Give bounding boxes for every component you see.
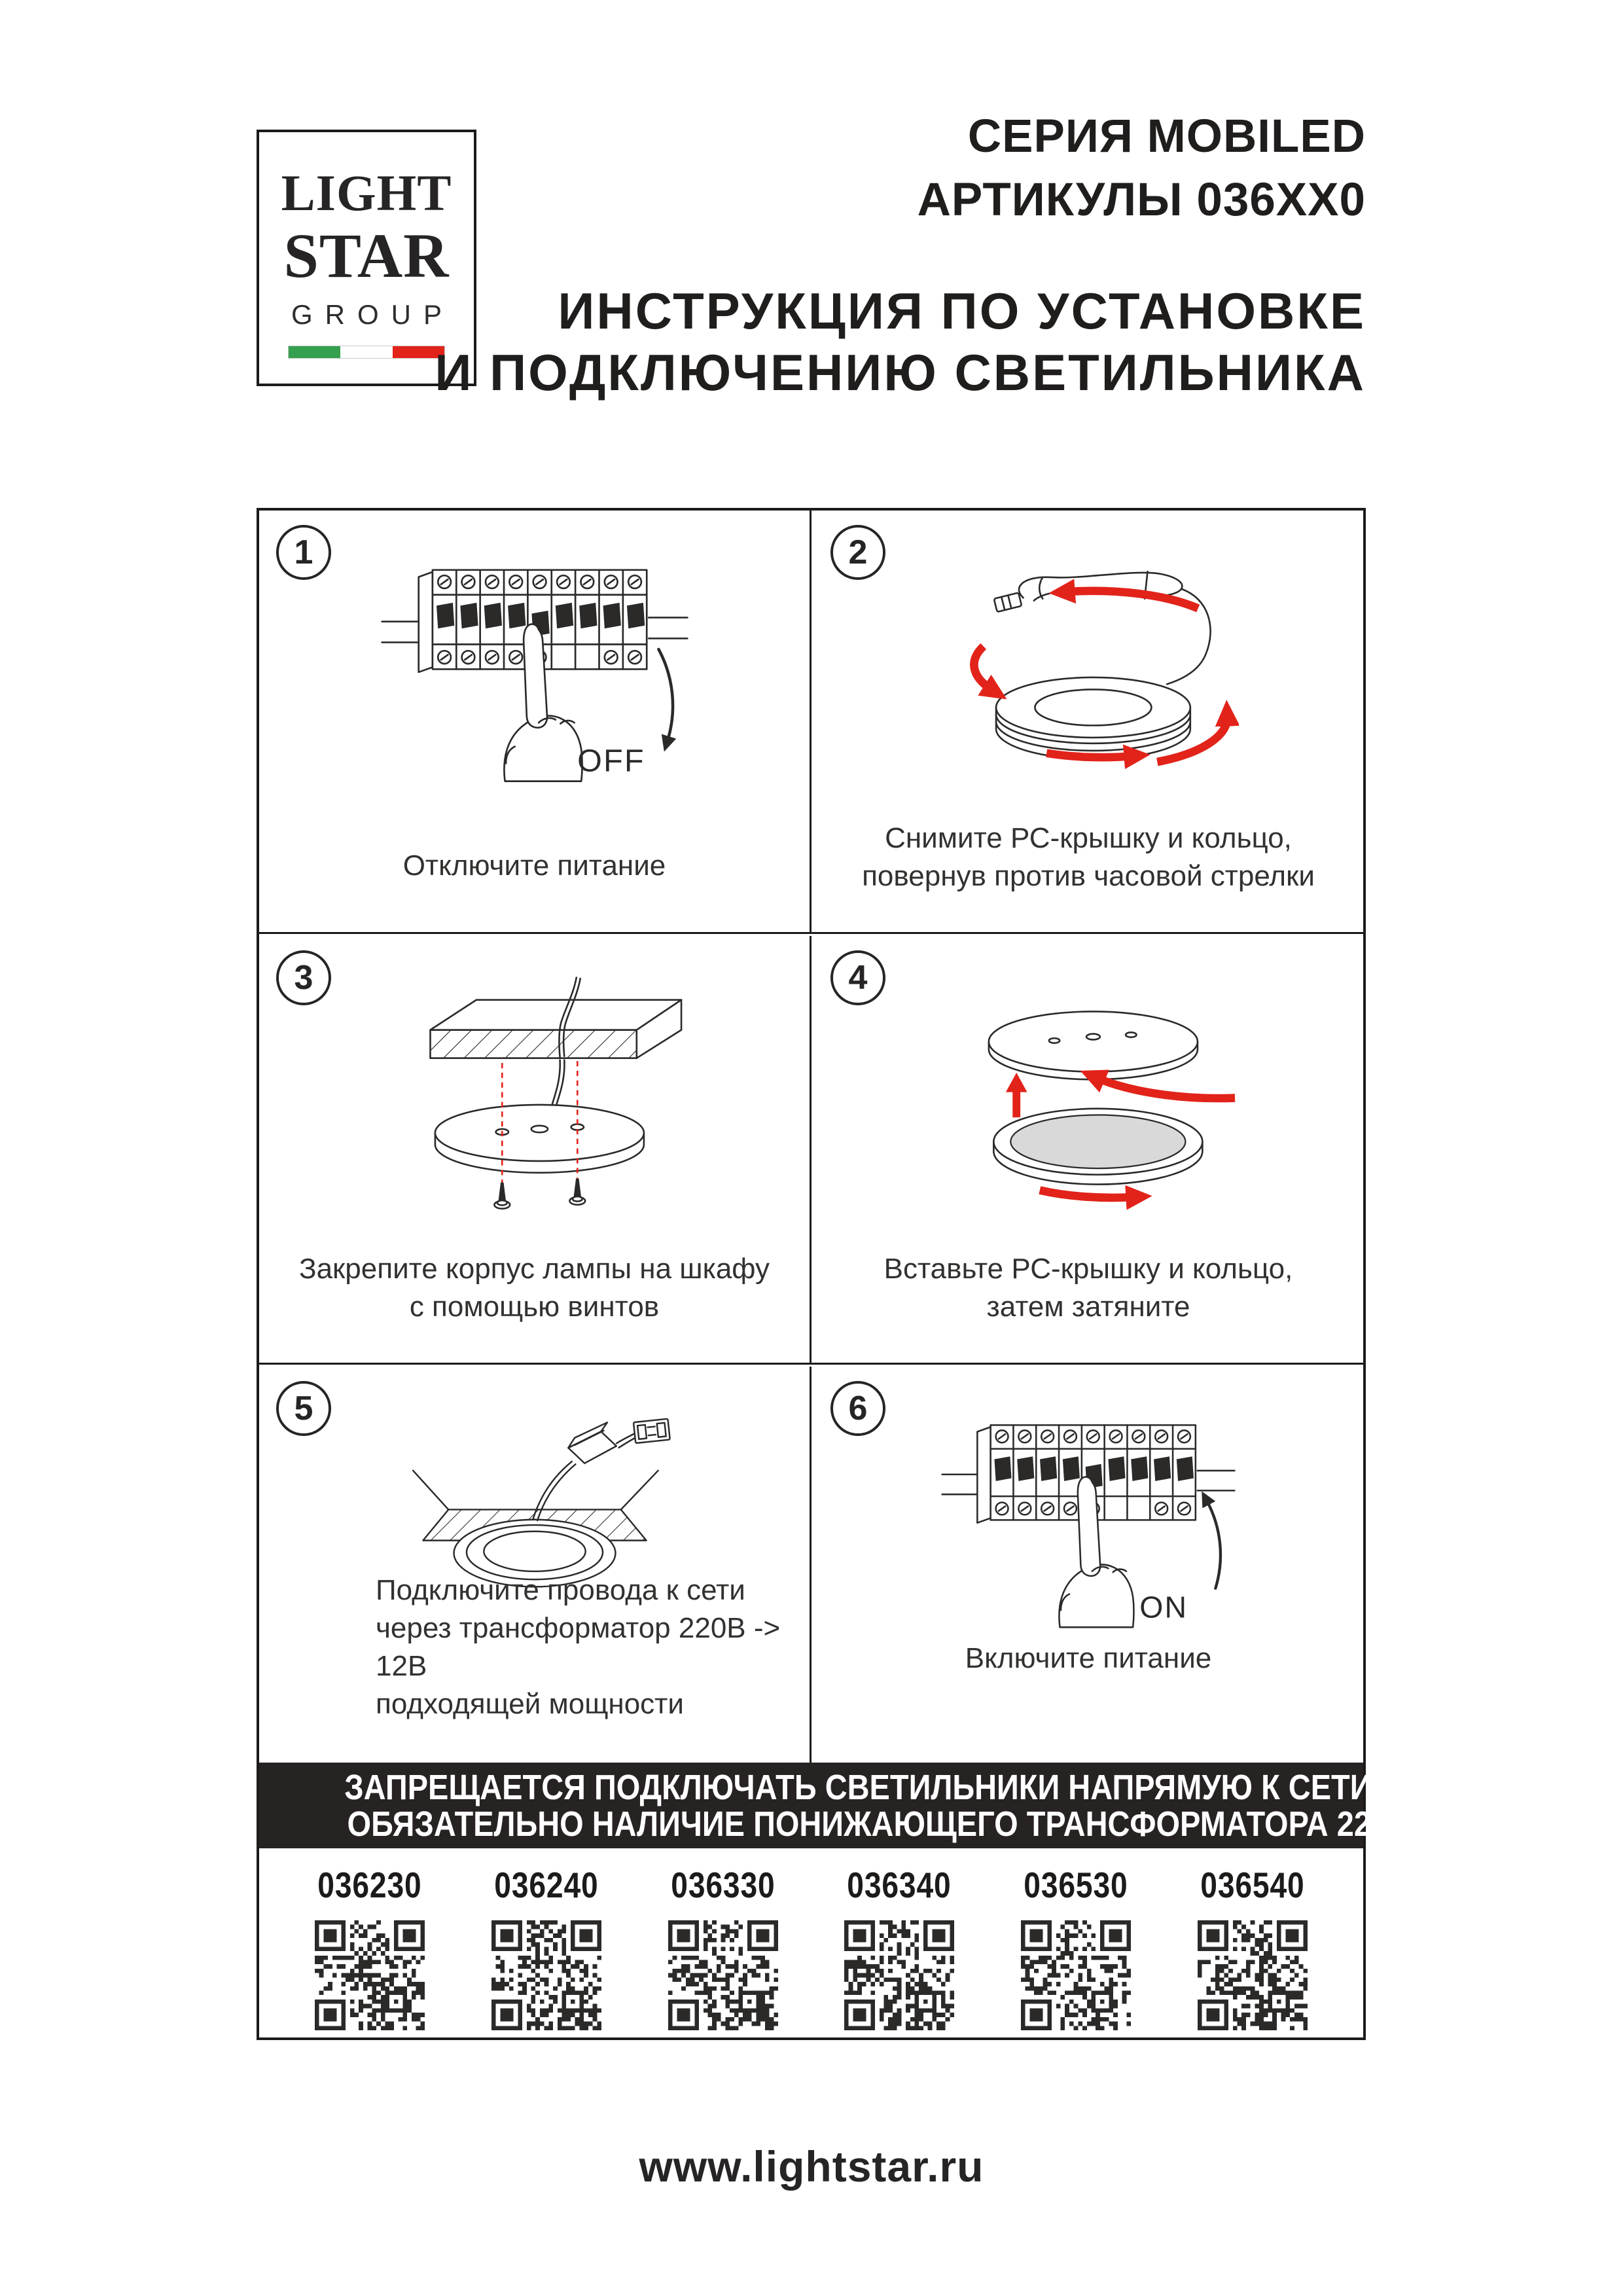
- on-label: ON: [1139, 1590, 1188, 1624]
- logo-word-star: STAR: [283, 221, 450, 291]
- qr-code: [315, 1920, 425, 2030]
- step-caption: Вставьте РС-крышку и кольцо, затем затяните: [883, 1253, 1293, 1323]
- up-arrow-icon: [1006, 1073, 1027, 1117]
- mount-body-illustration: [384, 973, 685, 1225]
- step-cell-2: [813, 511, 1363, 932]
- step-caption: Закрепите корпус лампы на шкафу с помощью винтов: [299, 1253, 770, 1323]
- article-code: 036530: [1024, 1865, 1128, 1905]
- article-slot: [458, 1864, 635, 2037]
- article-code: 036330: [670, 1865, 776, 1905]
- flag-green-segment: [289, 346, 340, 358]
- qr-code: [844, 1920, 954, 2030]
- lamp-ring-icon: [996, 677, 1190, 759]
- step-cell-1: [259, 511, 812, 932]
- remove-cover-illustration: [938, 547, 1239, 800]
- qr-code: [491, 1920, 601, 2030]
- warning-line-1: ЗАПРЕЩАЕТСЯ ПОДКЛЮЧАТЬ СВЕТИЛЬНИКИ НАПРЯМУЮ К СЕТИ 220В!!!: [344, 1768, 1485, 1807]
- step-caption: Снимите РС-крышку и кольцо, повернув против часовой стрелки: [862, 822, 1315, 892]
- turn-on-arrow-icon: [1207, 1501, 1221, 1588]
- article-code: 036540: [1200, 1865, 1305, 1905]
- step-number: 2: [848, 533, 868, 571]
- article-slot: [281, 1864, 458, 2037]
- step-number: 4: [848, 959, 868, 997]
- step-number-badge: [276, 525, 331, 580]
- insert-cover-illustration: [938, 973, 1239, 1225]
- article-slot: [1164, 1864, 1341, 2037]
- article-slot: [635, 1864, 812, 2037]
- steps-row-1: [259, 511, 1363, 934]
- steps-row-2: [259, 936, 1363, 1365]
- step-number: 3: [294, 959, 313, 997]
- step-number-badge: [830, 525, 885, 580]
- article-qr-row: [259, 1848, 1363, 2037]
- article-slot: [811, 1864, 988, 2037]
- step-cell-5: [259, 1367, 812, 1763]
- power-off-illustration: [381, 547, 688, 805]
- step-number-badge: [276, 1381, 331, 1436]
- screw-icon: [569, 1179, 585, 1205]
- step-number: 1: [294, 533, 313, 571]
- transformer-icon: [533, 1422, 616, 1520]
- article-code: 036240: [494, 1865, 599, 1905]
- step-cell-3: [259, 936, 812, 1363]
- logo-word-light: LIGHT: [281, 164, 452, 221]
- instruction-title-line2: И ПОДКЛЮЧЕНИЮ СВЕТИЛЬНИКА: [435, 344, 1366, 401]
- steps-row-3: [259, 1367, 1363, 1763]
- step-number-badge: [276, 950, 331, 1005]
- qr-code: [1198, 1920, 1308, 2030]
- step-cell-6: [813, 1367, 1363, 1763]
- article-code: 036340: [847, 1865, 952, 1905]
- warning-banner: [259, 1763, 1526, 1848]
- qr-code: [668, 1920, 778, 2030]
- step-number: 6: [848, 1390, 868, 1427]
- footer-url: www.lightstar.ru: [639, 2142, 984, 2191]
- instruction-title-line1: ИНСТРУКЦИЯ ПО УСТАНОВКЕ: [558, 282, 1366, 340]
- connector-icon: [615, 1419, 670, 1448]
- turn-off-arrow-icon: [658, 649, 673, 740]
- screw-icon: [494, 1183, 510, 1209]
- articles-title: АРТИКУЛЫ 036ХХ0: [917, 174, 1366, 226]
- logo-word-group: GROUP: [291, 299, 454, 330]
- warning-line-2: ОБЯЗАТЕЛЬНО НАЛИЧИЕ ПОНИЖАЮЩЕГО ТРАНСФОРМАТОРА 220В->12В!!!: [347, 1804, 1526, 1844]
- step-caption: Подключите провода к сети через трансформатор 220В -> 12В подходящей мощности: [376, 1574, 781, 1720]
- lamp-base-icon: [435, 1105, 643, 1173]
- lamp-cover-icon: [989, 1011, 1198, 1079]
- step-caption: Отключите питание: [402, 850, 666, 882]
- cabinet-board-icon: [430, 1000, 681, 1058]
- step-number-badge: [830, 1381, 885, 1436]
- document-header: [435, 105, 1366, 403]
- series-title: СЕРИЯ MOBILED: [967, 111, 1366, 162]
- article-code: 036230: [317, 1865, 422, 1905]
- flag-white-segment: [340, 346, 392, 358]
- qr-code: [1021, 1920, 1131, 2030]
- lamp-ring-glass-icon: [993, 1109, 1202, 1185]
- step-number: 5: [294, 1390, 313, 1427]
- step-cell-4: [813, 936, 1363, 1363]
- step-caption: Включите питание: [965, 1642, 1212, 1674]
- off-label: OFF: [577, 743, 645, 779]
- article-slot: [988, 1864, 1164, 2037]
- italian-flag-bar: [288, 346, 445, 359]
- power-on-illustration: [941, 1403, 1236, 1650]
- steps-grid: [257, 508, 1526, 2040]
- step-number-badge: [830, 950, 885, 1005]
